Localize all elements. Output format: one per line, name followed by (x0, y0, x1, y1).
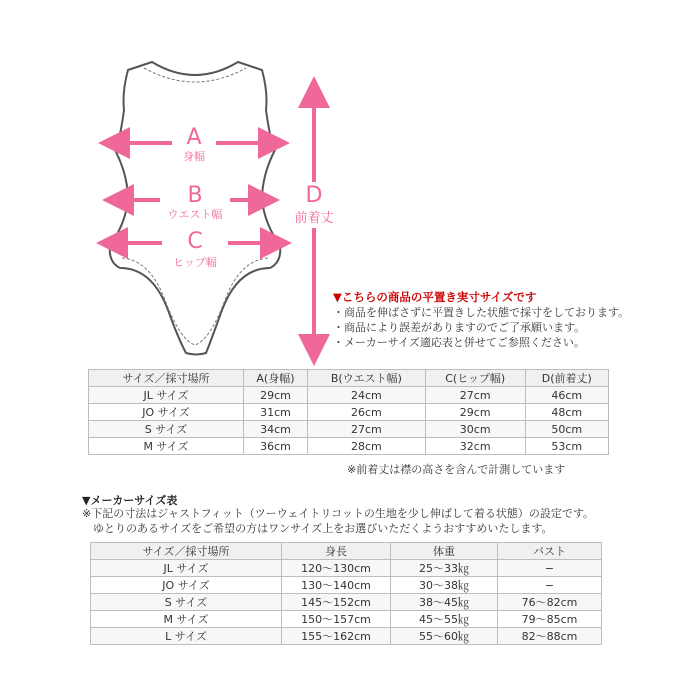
table-cell: − (498, 577, 602, 594)
table-cell: 29cm (244, 387, 308, 404)
table-header: D(前着丈) (525, 370, 609, 387)
label-d-letter: D (305, 183, 323, 208)
size-notes (333, 290, 693, 350)
table-header: サイズ／採寸場所 (91, 543, 282, 560)
table-cell: 145〜152cm (282, 594, 391, 611)
table-cell: JO サイズ (89, 404, 244, 421)
table-cell: M サイズ (89, 438, 244, 455)
table-cell: 30cm (425, 421, 525, 438)
label-b-name: ウエスト幅 (167, 208, 223, 221)
table-cell: 76〜82cm (498, 594, 602, 611)
table-cell: L サイズ (91, 628, 282, 645)
table-cell: JL サイズ (91, 560, 282, 577)
notes-line: ・商品を伸ばさずに平置きした状態で採寸をしております。 (333, 306, 630, 319)
table-footnote: ※前着丈は襟の高さを含んで計測しています (347, 463, 566, 476)
table-cell: 155〜162cm (282, 628, 391, 645)
table-header: B(ウエスト幅) (307, 370, 425, 387)
table-row (91, 560, 602, 577)
label-c-name: ヒップ幅 (173, 256, 217, 269)
measurement-table (88, 369, 609, 455)
table-cell: − (498, 560, 602, 577)
table-header: A(身幅) (244, 370, 308, 387)
table-cell: 55〜60㎏ (391, 628, 498, 645)
table-cell: 34cm (244, 421, 308, 438)
table-cell: M サイズ (91, 611, 282, 628)
table-cell: 31cm (244, 404, 308, 421)
maker-section-note (82, 506, 594, 536)
table-cell: JL サイズ (89, 387, 244, 404)
table-cell: S サイズ (91, 594, 282, 611)
table-cell: 50cm (525, 421, 609, 438)
label-c-letter: C (187, 229, 203, 254)
table-cell: 45〜55㎏ (391, 611, 498, 628)
table-row (89, 387, 609, 404)
table-cell: S サイズ (89, 421, 244, 438)
table-row (89, 404, 609, 421)
table-cell: 120〜130cm (282, 560, 391, 577)
table-cell: 25〜33㎏ (391, 560, 498, 577)
label-d-name: 前着丈 (294, 211, 334, 226)
table-header: 身長 (282, 543, 391, 560)
table-cell: 53cm (525, 438, 609, 455)
table-cell: 27cm (307, 421, 425, 438)
table-cell: 30〜38㎏ (391, 577, 498, 594)
table-header-row (91, 543, 602, 560)
table-cell: 26cm (307, 404, 425, 421)
table-cell: 29cm (425, 404, 525, 421)
table-row (89, 438, 609, 455)
label-a-letter: A (186, 125, 202, 150)
table-cell: 24cm (307, 387, 425, 404)
table-cell: 36cm (244, 438, 308, 455)
table-row (91, 577, 602, 594)
table-cell: JO サイズ (91, 577, 282, 594)
table-cell: 150〜157cm (282, 611, 391, 628)
table-cell: 46cm (525, 387, 609, 404)
maker-size-table (90, 542, 602, 645)
table-cell: 82〜88cm (498, 628, 602, 645)
notes-title: ▼こちらの商品の平置き実寸サイズです (333, 290, 537, 304)
table-header: 体重 (391, 543, 498, 560)
maker-note-line: ※下記の寸法はジャストフィット（ツーウェイトリコットの生地を少し伸ばして着る状態）の設定です。 (82, 507, 595, 520)
table-header: サイズ／採寸場所 (89, 370, 244, 387)
table-cell: 27cm (425, 387, 525, 404)
notes-line: ・メーカーサイズ適応表と併せてご参照ください。 (333, 336, 585, 349)
maker-section-title: ▼メーカーサイズ表 (82, 494, 178, 507)
notes-line: ・商品により誤差がありますのでご了承願います。 (333, 321, 586, 334)
table-cell: 79〜85cm (498, 611, 602, 628)
table-header-row (89, 370, 609, 387)
maker-note-line: ゆとりのあるサイズをご希望の方はワンサイズ上をお選びいただくようおすすめいたします。 (82, 522, 553, 535)
table-cell: 38〜45㎏ (391, 594, 498, 611)
table-header: C(ヒップ幅) (425, 370, 525, 387)
table-row (91, 611, 602, 628)
table-cell: 130〜140cm (282, 577, 391, 594)
table-cell: 28cm (307, 438, 425, 455)
label-a-name: 身幅 (183, 150, 205, 163)
table-row (89, 421, 609, 438)
label-b-letter: B (187, 183, 203, 208)
table-header: バスト (498, 543, 602, 560)
table-cell: 48cm (525, 404, 609, 421)
table-row (91, 628, 602, 645)
table-cell: 32cm (425, 438, 525, 455)
table-row (91, 594, 602, 611)
